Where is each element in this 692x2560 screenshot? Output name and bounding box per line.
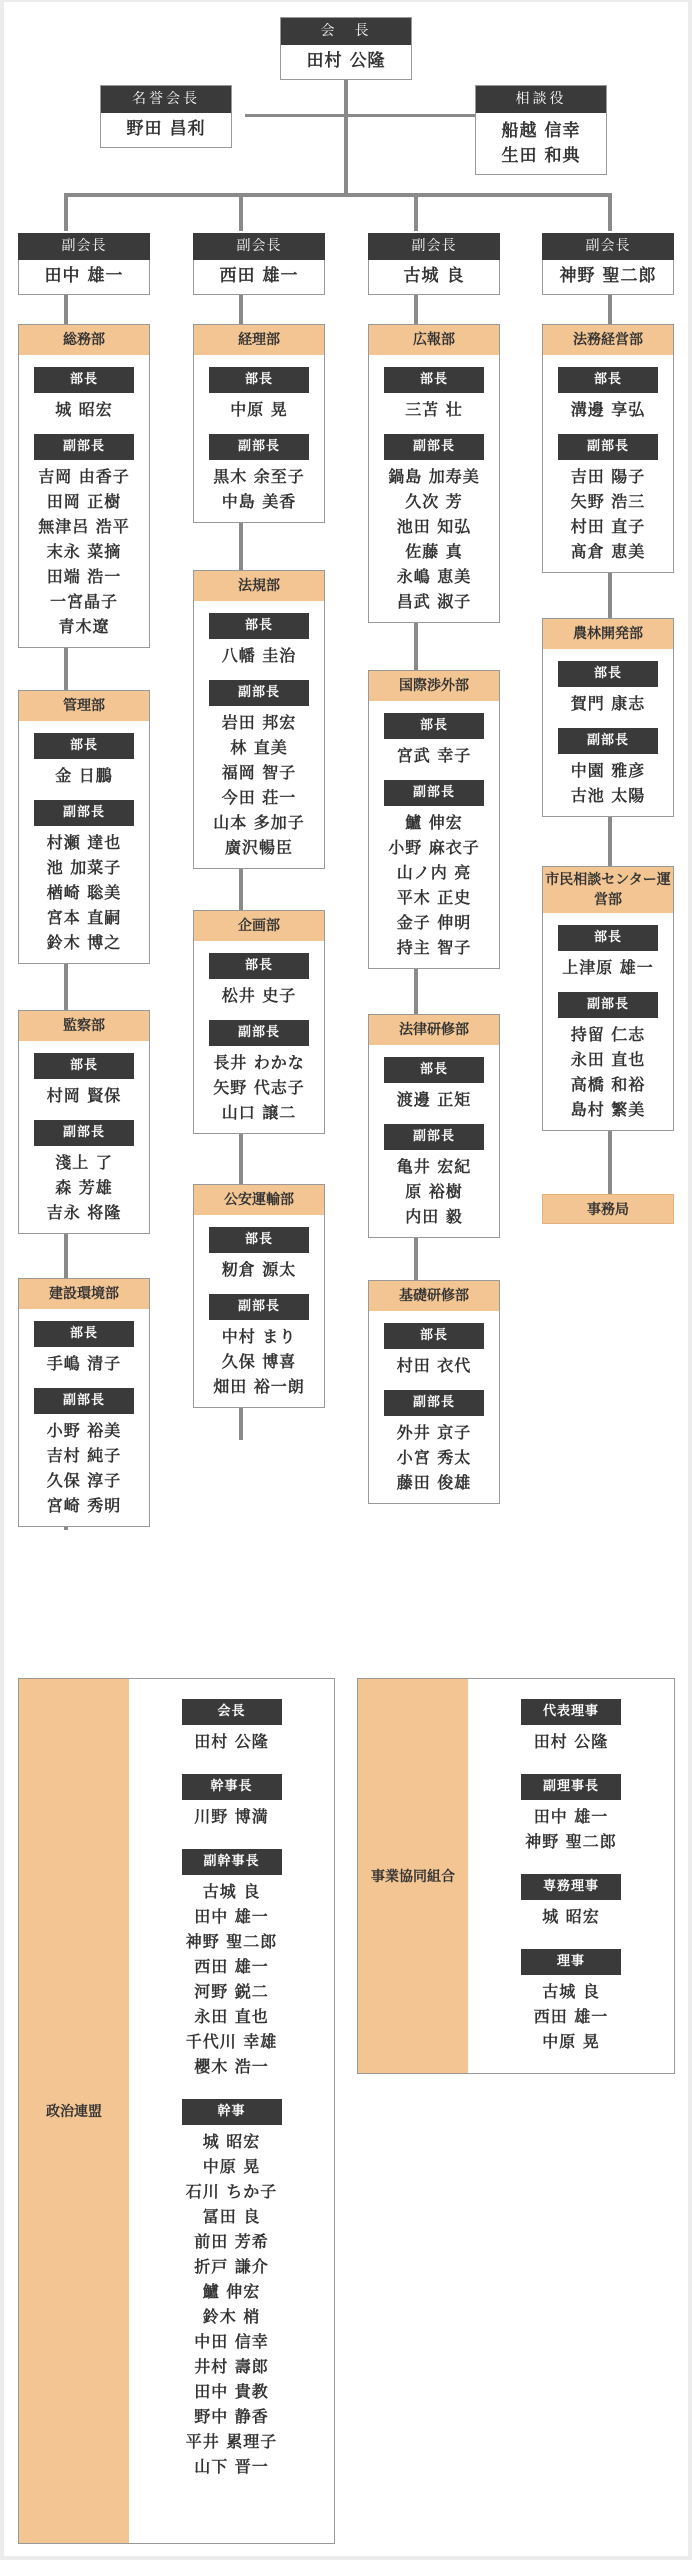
member-name: 中園 雅彦: [570, 761, 646, 780]
member-name: 金 日鵬: [55, 766, 113, 785]
member-name: 中田 信幸: [194, 2332, 269, 2351]
member-name: 内田 毅: [405, 1207, 463, 1226]
member-name: 山本 多加子: [213, 813, 305, 832]
member-name: 鱸 伸宏: [202, 2282, 261, 2301]
member-name: 中原 晃: [542, 2032, 600, 2051]
honorary-chairman-box: [100, 85, 232, 148]
member-name: 中村 まり: [221, 1327, 297, 1346]
member-name: 城 昭宏: [542, 1907, 600, 1926]
role-label: 副部長: [34, 1120, 134, 1146]
department-box: [542, 618, 674, 817]
role-label: 理事: [521, 1949, 621, 1975]
member-name: 林 直美: [230, 738, 288, 757]
member-name: 金子 伸明: [396, 913, 472, 932]
member-name: 川野 博満: [194, 1807, 269, 1826]
member-name: 小野 麻衣子: [388, 838, 480, 857]
member-name: 廣沢暢臣: [224, 838, 293, 857]
role-label: 部長: [558, 925, 658, 951]
member-name: 池 加菜子: [46, 858, 122, 877]
vice-chair-box: [18, 233, 150, 295]
member-name: 城 昭宏: [55, 400, 113, 419]
member-name: 古城 良: [542, 1982, 600, 2001]
role-label: 部長: [209, 613, 309, 639]
role-label: 副部長: [34, 800, 134, 826]
member-name: 籾倉 源太: [221, 1260, 297, 1279]
member-name: 永嶋 恵美: [396, 567, 472, 586]
role-label: 副部長: [384, 434, 484, 460]
member-name: 髙倉 恵美: [570, 542, 646, 561]
member-name: 井村 壽郎: [194, 2357, 269, 2376]
role-label: 副理事長: [521, 1774, 621, 1800]
department-box: [18, 324, 150, 648]
member-name: 吉田 陽子: [570, 467, 646, 486]
member-name: 田端 浩一: [46, 567, 122, 586]
vice-chair-title: 副会長: [193, 233, 325, 260]
department-name: 監察部: [19, 1011, 149, 1041]
chairman-title: 会 長: [281, 18, 411, 45]
department-box: [542, 866, 674, 1131]
role-label: 副部長: [384, 1390, 484, 1416]
advisor-name: 船越 信幸: [501, 121, 581, 141]
member-name: 城 昭宏: [202, 2132, 261, 2151]
department-name: 農林開発部: [543, 619, 673, 649]
member-name: 溝邊 享弘: [570, 400, 646, 419]
member-name: 山下 晋一: [194, 2457, 269, 2476]
member-name: 福岡 智子: [221, 763, 297, 782]
department-box: [193, 910, 325, 1134]
member-name: 久保 博喜: [221, 1352, 297, 1371]
member-name: 宮武 幸子: [396, 746, 472, 765]
department-box: [368, 670, 500, 969]
member-name: 村田 直子: [570, 517, 646, 536]
vice-chair-name: 西田 雄一: [193, 260, 325, 295]
member-name: 村田 衣代: [396, 1356, 472, 1375]
role-label: 部長: [558, 367, 658, 393]
vice-chair-name: 田中 雄一: [18, 260, 150, 295]
vice-chair-title: 副会長: [542, 233, 674, 260]
role-label: 副部長: [209, 1294, 309, 1320]
role-label: 副部長: [34, 1388, 134, 1414]
member-name: 平木 正史: [396, 888, 472, 907]
vice-chair-title: 副会長: [18, 233, 150, 260]
department-box: [18, 1278, 150, 1527]
role-label: 副部長: [384, 1124, 484, 1150]
role-label: 部長: [34, 733, 134, 759]
role-label: 副部長: [558, 434, 658, 460]
role-label: 副部長: [558, 992, 658, 1018]
member-name: 持留 仁志: [570, 1025, 646, 1044]
member-name: 田村 公隆: [533, 1732, 609, 1751]
department-box: [18, 690, 150, 964]
member-name: 長井 わかな: [213, 1053, 305, 1072]
member-name: 久保 淳子: [46, 1471, 122, 1490]
advisor-title: 相談役: [476, 86, 606, 113]
member-name: 宮本 直嗣: [46, 908, 122, 927]
connector-line: [608, 193, 612, 231]
member-name: 鈴木 梢: [202, 2307, 261, 2326]
department-name: 法規部: [194, 571, 324, 601]
role-label: 部長: [384, 1057, 484, 1083]
role-label: 部長: [209, 953, 309, 979]
advisor-box: [475, 85, 607, 175]
role-label: 副幹事長: [182, 1849, 282, 1875]
connector-line: [239, 193, 243, 231]
role-label: 部長: [384, 367, 484, 393]
department-box: [193, 324, 325, 523]
connector-line: [414, 193, 418, 231]
member-name: 八幡 圭治: [221, 646, 297, 665]
member-name: 島村 繁美: [570, 1100, 646, 1119]
member-name: 久次 芳: [405, 492, 463, 511]
member-name: 藤田 俊雄: [396, 1473, 472, 1492]
department-box: [18, 1010, 150, 1234]
vice-chair-title: 副会長: [368, 233, 500, 260]
role-label: 副部長: [209, 1020, 309, 1046]
connector-line: [245, 114, 476, 117]
member-name: 吉岡 由香子: [38, 467, 130, 486]
member-name: 石川 ちか子: [185, 2182, 278, 2201]
honorary-name: 野田 昌利: [126, 119, 206, 139]
vice-chair-box: [368, 233, 500, 295]
department-box: [193, 570, 325, 869]
department-box: [368, 324, 500, 623]
member-name: 西田 雄一: [533, 2007, 609, 2026]
department-name: 経理部: [194, 325, 324, 355]
member-name: 佐藤 真: [405, 542, 463, 561]
member-name: 田岡 正樹: [46, 492, 122, 511]
member-name: 折戸 謙介: [194, 2257, 269, 2276]
member-name: 神野 聖二郎: [185, 1932, 278, 1951]
member-name: 野中 静香: [194, 2407, 269, 2426]
role-label: 部長: [34, 1053, 134, 1079]
connector-line: [344, 79, 348, 195]
member-name: 淺上 了: [55, 1153, 113, 1172]
member-name: 平井 累理子: [185, 2432, 278, 2451]
vice-chair-box: [193, 233, 325, 295]
member-name: 高橋 和裕: [570, 1075, 646, 1094]
member-name: 山ノ内 亮: [396, 863, 472, 882]
role-label: 幹事: [182, 2099, 282, 2125]
department-name: 建設環境部: [19, 1279, 149, 1309]
department-name: 法律研修部: [369, 1015, 499, 1045]
member-name: 山口 譲二: [221, 1103, 297, 1122]
member-name: 矢野 代志子: [213, 1078, 305, 1097]
member-name: 田中 雄一: [533, 1807, 609, 1826]
member-name: 鈴木 博之: [46, 933, 122, 952]
member-name: 畑田 裕一朗: [213, 1377, 305, 1396]
member-name: 中原 晃: [230, 400, 288, 419]
member-name: 無津呂 浩平: [38, 517, 130, 536]
cooperative-box: [357, 1678, 675, 2074]
member-name: 昌武 淑子: [396, 592, 472, 611]
member-name: 村岡 賢保: [46, 1086, 122, 1105]
member-name: 外井 京子: [396, 1423, 472, 1442]
department-name: 市民相談センター運営部: [543, 867, 673, 913]
member-name: 楢崎 聡美: [46, 883, 122, 902]
role-label: 幹事長: [182, 1774, 282, 1800]
department-name: 企画部: [194, 911, 324, 941]
role-label: 副部長: [209, 434, 309, 460]
member-name: 一宮晶子: [49, 592, 118, 611]
member-name: 河野 鋭二: [194, 1982, 269, 2001]
department-name: 国際渉外部: [369, 671, 499, 701]
advisor-name: 生田 和典: [501, 146, 581, 166]
department-box: [193, 1184, 325, 1408]
role-label: 部長: [34, 367, 134, 393]
role-label: 副部長: [209, 680, 309, 706]
member-name: 中島 美香: [221, 492, 297, 511]
honorary-title: 名誉会長: [101, 86, 231, 113]
member-name: 冨田 良: [202, 2207, 261, 2226]
role-label: 副部長: [34, 434, 134, 460]
secretariat-box: [542, 1194, 674, 1224]
vice-chair-name: 古城 良: [368, 260, 500, 295]
member-name: 末永 菜摘: [46, 542, 122, 561]
vice-chair-box: [542, 233, 674, 295]
member-name: 吉村 純子: [46, 1446, 122, 1465]
member-name: 手嶋 清子: [46, 1354, 122, 1373]
member-name: 鱸 伸宏: [405, 813, 463, 832]
role-label: 部長: [558, 661, 658, 687]
member-name: 亀井 宏紀: [396, 1157, 472, 1176]
role-label: 代表理事: [521, 1699, 621, 1725]
department-name: 広報部: [369, 325, 499, 355]
member-name: 森 芳雄: [55, 1178, 113, 1197]
member-name: 小宮 秀太: [396, 1448, 472, 1467]
department-box: [542, 324, 674, 573]
member-name: 鍋島 加寿美: [388, 467, 480, 486]
role-label: 副部長: [558, 728, 658, 754]
member-name: 持主 智子: [396, 938, 472, 957]
cooperative-label: 事業協同組合: [358, 1679, 468, 2073]
connector-line: [64, 193, 612, 197]
member-name: 前田 芳希: [194, 2232, 269, 2251]
member-name: 吉永 将隆: [46, 1203, 122, 1222]
department-box: [368, 1014, 500, 1238]
member-name: 今田 荘一: [221, 788, 297, 807]
vice-chair-name: 神野 聖二郎: [542, 260, 674, 295]
member-name: 神野 聖二郎: [525, 1832, 617, 1851]
member-name: 田中 貴教: [194, 2382, 269, 2401]
secretariat-label: 事務局: [542, 1194, 674, 1224]
member-name: 田中 雄一: [194, 1907, 269, 1926]
member-name: 渡邊 正矩: [396, 1090, 472, 1109]
connector-line: [64, 193, 68, 231]
member-name: 小野 裕美: [46, 1421, 122, 1440]
department-box: [368, 1280, 500, 1504]
member-name: 古池 太陽: [570, 786, 646, 805]
role-label: 会長: [182, 1699, 282, 1725]
member-name: 上津原 雄一: [562, 958, 654, 977]
role-label: 部長: [209, 1227, 309, 1253]
member-name: 村瀬 達也: [46, 833, 122, 852]
member-name: 千代川 幸雄: [185, 2032, 278, 2051]
member-name: 永田 直也: [194, 2007, 269, 2026]
member-name: 田村 公隆: [194, 1732, 269, 1751]
member-name: 池田 知弘: [396, 517, 472, 536]
member-name: 岩田 邦宏: [221, 713, 297, 732]
department-name: 管理部: [19, 691, 149, 721]
role-label: 部長: [384, 713, 484, 739]
role-label: 部長: [34, 1321, 134, 1347]
department-name: 法務経営部: [543, 325, 673, 355]
role-label: 部長: [384, 1323, 484, 1349]
member-name: 永田 直也: [570, 1050, 646, 1069]
member-name: 古城 良: [202, 1882, 261, 1901]
member-name: 三苫 壮: [405, 400, 463, 419]
department-name: 総務部: [19, 325, 149, 355]
member-name: 矢野 浩三: [570, 492, 646, 511]
member-name: 原 裕樹: [405, 1182, 463, 1201]
political-league-box: [18, 1678, 335, 2544]
chairman-box: [280, 17, 412, 80]
chairman-name: 田村 公隆: [306, 51, 386, 71]
role-label: 副部長: [384, 780, 484, 806]
member-name: 櫻木 浩一: [194, 2057, 269, 2076]
role-label: 部長: [209, 367, 309, 393]
member-name: 賀門 康志: [570, 694, 646, 713]
member-name: 西田 雄一: [194, 1957, 269, 1976]
member-name: 宮崎 秀明: [46, 1496, 122, 1515]
member-name: 中原 晃: [202, 2157, 261, 2176]
member-name: 青木遼: [58, 617, 110, 636]
member-name: 黒木 余至子: [213, 467, 305, 486]
department-name: 公安運輸部: [194, 1185, 324, 1215]
role-label: 専務理事: [521, 1874, 621, 1900]
department-name: 基礎研修部: [369, 1281, 499, 1311]
political-league-label: 政治連盟: [19, 1679, 129, 2543]
member-name: 松井 史子: [221, 986, 297, 1005]
